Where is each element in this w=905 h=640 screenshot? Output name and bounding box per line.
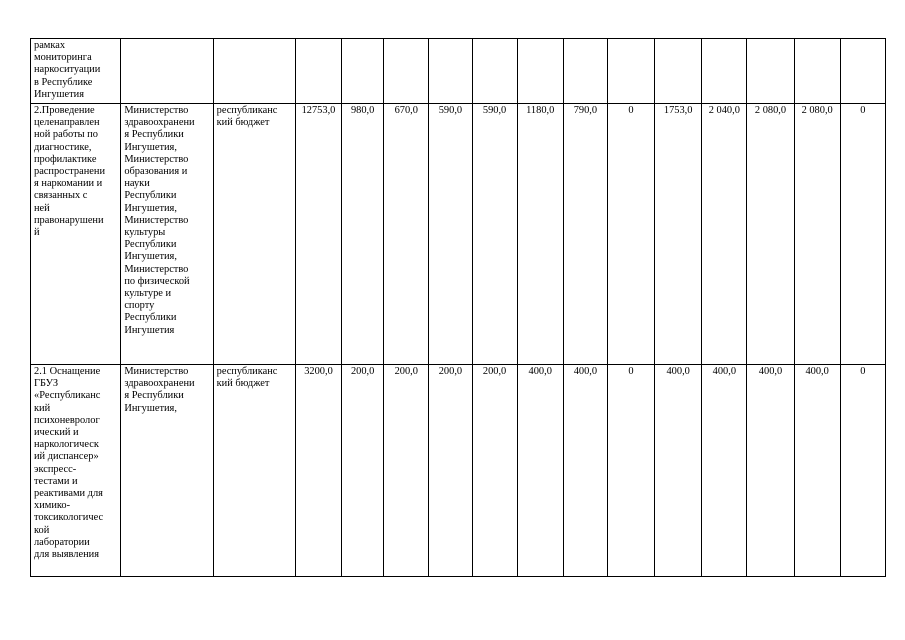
value-cell — [840, 39, 885, 104]
value-cell: 1180,0 — [517, 104, 563, 365]
measure-name-cell: рамках мониторинга наркоситуации в Республике Ингушетия — [31, 39, 121, 104]
value-cell: 980,0 — [342, 104, 384, 365]
table-row — [31, 39, 886, 104]
value-cell: 590,0 — [472, 104, 517, 365]
value-cell: 200,0 — [342, 365, 384, 577]
executor-cell — [121, 39, 213, 104]
table-row — [31, 104, 886, 365]
value-cell — [384, 39, 429, 104]
value-cell: 400,0 — [794, 365, 840, 577]
budget-table — [30, 38, 886, 577]
value-cell: 12753,0 — [295, 104, 341, 365]
value-cell — [702, 39, 747, 104]
value-cell: 400,0 — [747, 365, 794, 577]
funding-source-cell: республиканс кий бюджет — [213, 365, 295, 577]
value-cell: 400,0 — [517, 365, 563, 577]
value-cell — [429, 39, 472, 104]
value-cell — [747, 39, 794, 104]
value-cell: 400,0 — [563, 365, 607, 577]
value-cell: 0 — [840, 365, 885, 577]
table-row — [31, 365, 886, 577]
funding-source-cell — [213, 39, 295, 104]
funding-source-cell: республиканс кий бюджет — [213, 104, 295, 365]
measure-name-cell: 2.1 Оснащение ГБУЗ «Республиканс кий психоневролог ический и наркологическ ий диспансер» экспресс- тестами и реактивами для химико- токсикологичес кой лаборатории для выявления — [31, 365, 121, 577]
measure-name-cell: 2.Проведение целенаправлен ной работы по диагностике, профилактике распространени я наркомании и связанных с ней правонарушени й — [31, 104, 121, 365]
value-cell: 790,0 — [563, 104, 607, 365]
value-cell — [607, 39, 654, 104]
value-cell: 1753,0 — [655, 104, 702, 365]
value-cell: 400,0 — [655, 365, 702, 577]
value-cell: 590,0 — [429, 104, 472, 365]
executor-cell: Министерство здравоохранени я Республики Ингушетия, Министерство образования и науки Республики Ингушетия, Министерство культуры Республики Ингушетия, Министерство по физической культуре и спорту Республики Ингушетия — [121, 104, 213, 365]
value-cell — [517, 39, 563, 104]
value-cell: 0 — [607, 365, 654, 577]
value-cell — [563, 39, 607, 104]
value-cell: 2 040,0 — [702, 104, 747, 365]
value-cell: 3200,0 — [295, 365, 341, 577]
value-cell: 2 080,0 — [747, 104, 794, 365]
value-cell: 670,0 — [384, 104, 429, 365]
value-cell — [342, 39, 384, 104]
value-cell: 200,0 — [429, 365, 472, 577]
value-cell: 200,0 — [384, 365, 429, 577]
executor-cell: Министерство здравоохранени я Республики Ингушетия, — [121, 365, 213, 577]
value-cell: 0 — [840, 104, 885, 365]
value-cell: 400,0 — [702, 365, 747, 577]
value-cell — [472, 39, 517, 104]
value-cell: 2 080,0 — [794, 104, 840, 365]
value-cell: 0 — [607, 104, 654, 365]
value-cell: 200,0 — [472, 365, 517, 577]
value-cell — [655, 39, 702, 104]
value-cell — [295, 39, 341, 104]
value-cell — [794, 39, 840, 104]
